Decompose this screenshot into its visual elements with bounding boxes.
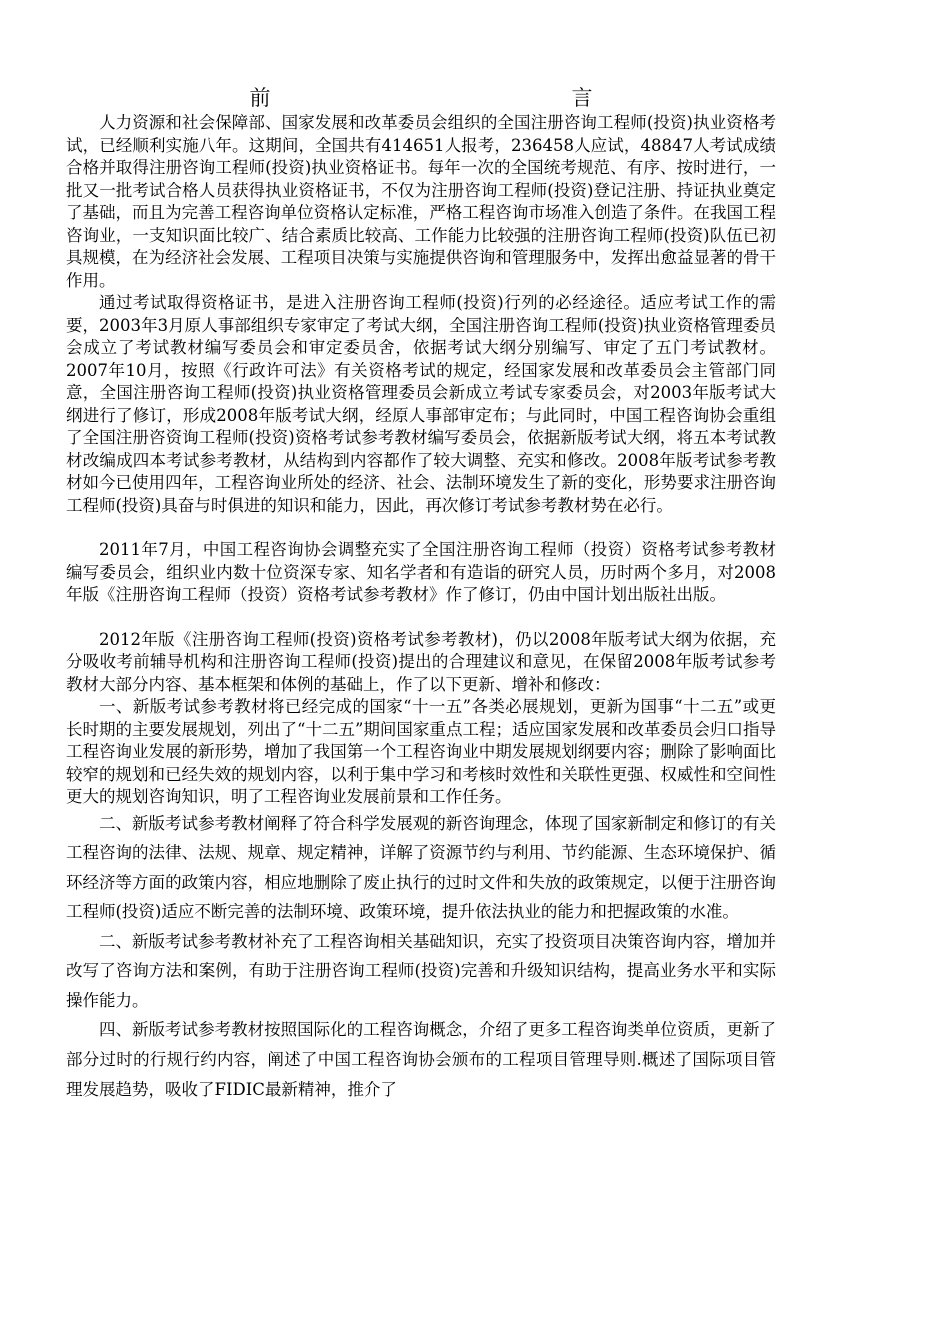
document-title: 前 言 [249,86,733,110]
paragraph-3: 2011年7月，中国工程咨询协会调整充实了全国注册咨询工程师（投资）资格考试参考教材编写委员会，组织业内数十位资深专家、知名学者和有造诣的研究人员，历时两个多月，对2008年版《注册咨询工程师（投资）资格考试参考教材》作了修订，仍由中国计划出版社出版。 [66,540,776,604]
paragraph-6: 二、新版考试参考教材阐释了符合科学发展观的新咨询理念，体现了国家新制定和修订的有关工程咨询的法律、法规、规章、规定精神，详解了资源节约与利用、节约能源、生态环境保护、循环经济等方面的政策内容，相应地删除了废止执行的过时文件和失放的政策规定，以便于注册咨询工程师(投资)适应不断完善的法制环境、政策环境，提升依法执业的能力和把握政策的水准。 [66,813,776,921]
document-page [66,84,776,1105]
paragraph-2: 通过考试取得资格证书，是进入注册咨询工程师(投资)行列的必经途径。适应考试工作的需要，2003年3月原人事部组织专家审定了考试大纲，全国注册咨询工程师(投资)执业资格管理委员会成立了考试教材编写委员会和审定委员舍，依据考试大纲分别编写、审定了五门考试教材。2007年10月，按照《行政许可法》有关资格考试的规定，经国家发展和改革委员会主管部门同意，全国注册咨询工程师(投资)执业资格管理委员会新成立考试专家委员会，对2003年版考试大纲进行了修订，形成2008年版考试大纲，经原人事部审定布；与此同时，中国工程咨询协会重组了全国注册咨资询工程师(投资)资格考试参考教材编写委员会，依据新版考试大纲，将五本考试教材改编成四本考试参考教材，从结构到内容都作了较大调整、充实和修改。2008年版考试参考教材如今已使用四年，工程咨询业所处的经济、社会、法制环境发生了新的变化，形势要求注册咨询工程师(投资)具奋与时俱进的知识和能力，因此，再次修订考试参考教材势在必行。 [66,293,776,515]
paragraph-5: 一、新版考试参考教材将已经完成的国家“十一五”各类必展规划，更新为国事“十二五”或更长时期的主要发展规划，列出了“十二五”期间国家重点工程；适应国家发展和改革委员会归口指导工程咨询业发展的新形势，增加了我国第一个工程咨询业中期发展规划纲要内容；删除了影响面比较窄的规划和已经失效的规划内容，以利于集中学习和考核时效性和关联性更强、权威性和空间性更大的规划咨询知识，明了工程咨询业发展前景和工作任务。 [66,697,776,806]
paragraph-1: 人力资源和社会保障部、国家发展和改革委员会组织的全国注册咨询工程师(投资)执业资格考试，已经顺利实施八年。这期间，全国共有414651人报考，236458人应试，48847人考试成绩合格并取得注册咨询工程师(投资)执业资格证书。每年一次的全国统考规范、有序、按时进行，一批又一批考试合格人员获得执业资格证书，不仅为注册咨询工程师(投资)登记注册、持证执业奠定了基础，而且为完善工程咨询单位资格认定标准，严格工程咨询市场准入创造了条件。在我国工程咨询业，一支知识面比较广、结合素质比较高、工作能力比较强的注册咨询工程师(投资)队伍已初具规模，在为经济社会发展、工程项目决策与实施提供咨询和管理服务中，发挥出愈益显著的骨干作用。 [66,113,776,290]
paragraph-gap [66,517,776,539]
paragraph-gap [66,607,776,629]
paragraph-4: 2012年版《注册咨询工程师(投资)资格考试参考教材)，仍以2008年版考试大纲为依据，充分吸收考前辅导机构和注册咨询工程师(投资)提出的合理建议和意见，在保留2008年版考试参考教材大部分内容、基本框架和体例的基础上，作了以下更新、增补和修改： [66,629,776,694]
paragraph-8: 四、新版考试参考教材按照国际化的工程咨询概念，介绍了更多工程咨询类单位资质，更新了部分过时的行规行约内容，阐述了中国工程咨询协会颁布的工程项目管理导则.概述了国际项目管理发展趋势，吸收了FIDIC最新精神，推介了 [66,1020,776,1099]
paragraph-7: 二、新版考试参考教材补充了工程咨询相关基础知识，充实了投资项目决策咨询内容，增加并改写了咨询方法和案例，有助于注册咨询工程师(投资)完善和升级知识结构，提高业务水平和实际操作能力。 [66,931,776,1010]
